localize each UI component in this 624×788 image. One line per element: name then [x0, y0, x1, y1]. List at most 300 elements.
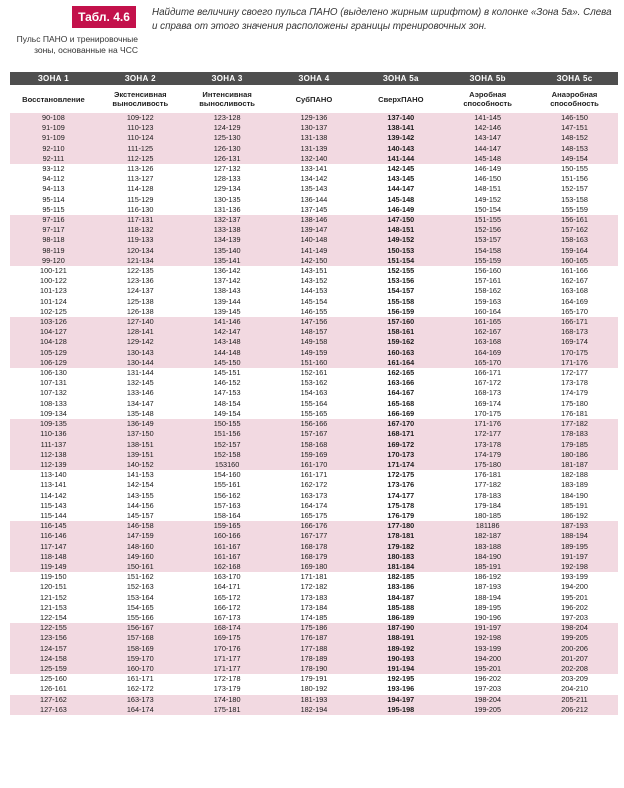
table-cell: 159-169	[271, 450, 358, 460]
table-cell: 142-154	[126, 480, 154, 490]
table-cell: 167-173	[213, 612, 241, 622]
table-cell: 171-174	[357, 460, 444, 470]
table-cell: 141-146	[184, 317, 271, 327]
pulse-zones-table	[10, 72, 618, 715]
table-cell: 173-184	[300, 602, 328, 612]
table-row	[10, 297, 618, 307]
table-cell: 188-191	[357, 633, 444, 643]
table-cell: 115-144	[40, 510, 67, 520]
table-cell: 174-177	[387, 490, 415, 500]
table-cell: 202-208	[531, 664, 618, 674]
table-cell: 160-170	[97, 664, 184, 674]
table-row	[10, 644, 618, 654]
table-cell: 119-133	[97, 235, 184, 245]
table-cell: 140-152	[97, 460, 184, 470]
table-cell: 122-155	[10, 623, 97, 633]
table-cell: 127-162	[10, 695, 97, 705]
table-cell: 134-142	[300, 174, 328, 184]
table-cell: 177-188	[271, 644, 358, 654]
table-cell: 152-158	[184, 450, 271, 460]
table-cell: 171-177	[184, 654, 271, 664]
table-cell: 172-177	[561, 368, 588, 378]
table-cell: 139-151	[97, 450, 184, 460]
table-cell: 179-191	[300, 674, 328, 684]
table-cell: 154-158	[444, 246, 531, 256]
table-cell: 127-140	[97, 317, 184, 327]
table-cell: 124-137	[126, 286, 154, 296]
table-cell: 146-149	[387, 204, 415, 214]
table-cell: 156-167	[97, 623, 184, 633]
table-cell: 153-158	[561, 194, 588, 204]
table-cell: 173-178	[444, 440, 531, 450]
table-cell: 180-183	[357, 552, 444, 562]
table-row	[10, 593, 618, 603]
table-cell: 143-155	[126, 490, 154, 500]
column-header: ЗОНА 5а	[357, 72, 444, 85]
table-cell: 159-163	[474, 296, 502, 306]
table-row	[10, 144, 618, 154]
table-cell: 198-204	[531, 623, 618, 633]
table-cell: 152-155	[387, 266, 415, 276]
table-cell: 172-182	[300, 582, 328, 592]
table-cell: 165-170	[561, 306, 588, 316]
table-cell: 113-126	[127, 164, 154, 174]
table-cell: 181-187	[531, 460, 618, 470]
table-cell: 97-117	[10, 225, 97, 235]
table-cell: 111-137	[10, 440, 97, 450]
table-cell: 147-156	[271, 317, 358, 327]
table-row	[10, 184, 618, 194]
table-cell: 91-109	[10, 133, 97, 143]
zone-description: Интенсивная выносливость	[199, 90, 255, 108]
table-cell: 163-166	[387, 378, 415, 388]
table-cell: 168-178	[271, 542, 358, 552]
table-row	[10, 440, 618, 450]
table-cell: 127-163	[10, 705, 97, 715]
table-cell: 179-184	[474, 500, 502, 510]
table-cell: 156-162	[213, 490, 241, 500]
table-cell: 163-173	[97, 695, 184, 705]
table-cell: 166-171	[474, 368, 502, 378]
table-cell: 176-179	[387, 510, 415, 520]
table-cell: 143-145	[387, 174, 415, 184]
table-row	[10, 511, 618, 521]
table-cell: 180-192	[300, 684, 328, 694]
table-cell: 109-122	[97, 113, 184, 123]
table-cell: 182-185	[387, 572, 415, 582]
table-cell: 128-133	[213, 174, 241, 184]
table-cell: 116-130	[127, 204, 154, 214]
table-cell: 183-188	[444, 542, 531, 552]
table-cell: 136-144	[300, 194, 328, 204]
table-cell: 196-202	[561, 602, 588, 612]
table-row	[10, 684, 618, 694]
table-cell: 129-142	[97, 337, 184, 347]
table-cell: 148-157	[271, 327, 358, 337]
table-cell: 164-171	[213, 582, 241, 592]
table-cell: 155-165	[300, 408, 328, 418]
table-cell: 169-172	[357, 440, 444, 450]
table-row	[10, 491, 618, 501]
column-header: ЗОНА 3	[184, 72, 271, 85]
table-cell: 146-150	[531, 113, 618, 123]
table-cell: 118-132	[97, 225, 184, 235]
table-cell: 148-154	[213, 398, 241, 408]
table-cell: 189-192	[357, 644, 444, 654]
table-row	[10, 378, 618, 388]
table-cell: 121-152	[40, 592, 67, 602]
table-cell: 123-136	[126, 276, 154, 286]
table-row	[10, 542, 618, 552]
table-cell: 122-154	[40, 612, 67, 622]
table-cell: 174-185	[300, 612, 328, 622]
table-cell: 164-169	[444, 348, 531, 358]
table-cell: 187-190	[357, 623, 444, 633]
table-cell: 178-190	[271, 664, 358, 674]
table-cell: 191-197	[531, 552, 618, 562]
table-cell: 116-146	[10, 531, 97, 541]
table-cell: 151-156	[561, 174, 588, 184]
table-cell: 95-114	[42, 194, 65, 204]
table-cell: 173-176	[387, 480, 415, 490]
table-cell: 167-170	[357, 419, 444, 429]
table-cell: 159-164	[531, 246, 618, 256]
table-cell: 104-127	[10, 327, 97, 337]
table-cell: 113-141	[40, 480, 67, 490]
table-cell: 144-153	[300, 286, 328, 296]
table-cell: 107-132	[40, 388, 67, 398]
table-cell: 113-140	[40, 470, 67, 480]
table-cell: 152-157	[561, 184, 588, 194]
table-cell: 177-182	[474, 480, 502, 490]
table-cell: 162-167	[561, 276, 588, 286]
table-row	[10, 327, 618, 337]
table-row	[10, 154, 618, 164]
table-row	[10, 572, 618, 582]
table-cell: 165-168	[387, 398, 415, 408]
table-cell: 123-128	[184, 113, 271, 123]
table-cell: 186-192	[561, 510, 588, 520]
table-cell: 119-150	[40, 572, 67, 582]
table-cell: 162-165	[387, 368, 415, 378]
table-cell: 131-136	[213, 204, 241, 214]
table-row	[10, 235, 618, 245]
table-cell: 115-143	[40, 500, 67, 510]
table-cell: 179-185	[531, 440, 618, 450]
table-cell: 148-153	[531, 144, 618, 154]
table-cell: 205-211	[531, 695, 618, 705]
table-cell: 97-116	[10, 215, 97, 225]
table-cell: 151-154	[357, 256, 444, 266]
zone-description: СверхПАНО	[378, 94, 424, 104]
table-cell: 112-138	[10, 450, 97, 460]
table-cell: 196-202	[474, 674, 502, 684]
table-cell: 141-153	[126, 470, 154, 480]
table-row	[10, 674, 618, 684]
table-cell: 109-134	[40, 408, 67, 418]
table-row	[10, 276, 618, 286]
table-cell: 106-130	[40, 368, 67, 378]
table-row	[10, 480, 618, 490]
table-row	[10, 215, 618, 225]
table-cell: 109-135	[10, 419, 97, 429]
table-cell: 106-129	[10, 358, 97, 368]
table-cell: 141-145	[444, 113, 531, 123]
table-cell: 168-171	[357, 429, 444, 439]
table-cell: 171-176	[531, 358, 618, 368]
table-cell: 94-113	[42, 184, 65, 194]
table-cell: 158-161	[357, 327, 444, 337]
table-cell: 124-158	[10, 654, 97, 664]
table-cell: 192-198	[444, 633, 531, 643]
table-cell: 142-150	[271, 256, 358, 266]
table-header-row	[10, 72, 618, 85]
table-cell: 154-160	[213, 470, 241, 480]
table-cell: 192-198	[531, 562, 618, 572]
table-cell: 157-162	[531, 225, 618, 235]
table-cell: 145-154	[300, 296, 328, 306]
table-cell: 174-179	[444, 450, 531, 460]
table-cell: 164-169	[561, 296, 588, 306]
table-cell: 175-180	[561, 398, 588, 408]
table-cell: 160-166	[184, 531, 271, 541]
table-cell: 190-193	[357, 654, 444, 664]
table-cell: 92-111	[10, 154, 97, 164]
table-cell: 132-140	[271, 154, 358, 164]
table-cell: 170-173	[357, 450, 444, 460]
table-cell: 116-145	[10, 521, 97, 531]
table-row	[10, 286, 618, 296]
table-cell: 150-154	[474, 204, 502, 214]
table-cell: 137-142	[213, 276, 241, 286]
table-cell: 138-151	[97, 440, 184, 450]
table-cell: 115-129	[127, 194, 154, 204]
table-cell: 139-147	[271, 225, 358, 235]
table-cell: 166-169	[387, 408, 415, 418]
table-cell: 153160	[184, 460, 271, 470]
table-cell: 132-145	[126, 378, 154, 388]
table-cell: 99-120	[10, 256, 97, 266]
table-cell: 173-183	[300, 592, 328, 602]
table-cell: 144-147	[444, 144, 531, 154]
table-cell: 130-135	[213, 194, 241, 204]
table-cell: 141-149	[271, 246, 358, 256]
table-cell: 149-160	[97, 552, 184, 562]
table-cell: 180-185	[474, 510, 502, 520]
table-cell: 121-134	[97, 256, 184, 266]
table-row	[10, 409, 618, 419]
table-row	[10, 358, 618, 368]
table-cell: 113-127	[127, 174, 154, 184]
table-row	[10, 429, 618, 439]
table-cell: 114-142	[40, 490, 67, 500]
table-cell: 162-168	[184, 562, 271, 572]
table-cell: 193-199	[444, 644, 531, 654]
table-cell: 153-156	[387, 276, 415, 286]
table-cell: 155-161	[213, 480, 241, 490]
table-cell: 164-167	[387, 388, 415, 398]
table-row	[10, 470, 618, 480]
table-cell: 168-173	[474, 388, 502, 398]
table-cell: 94-112	[42, 174, 65, 184]
table-cell: 185-191	[561, 500, 588, 510]
table-cell: 169-175	[184, 633, 271, 643]
table-row	[10, 603, 618, 613]
table-cell: 157-161	[474, 276, 502, 286]
table-row	[10, 623, 618, 633]
table-cell: 161-164	[357, 358, 444, 368]
table-cell: 110-136	[10, 429, 97, 439]
table-cell: 110-123	[97, 123, 184, 133]
table-cell: 186-189	[387, 612, 415, 622]
table-cell: 132-137	[184, 215, 271, 225]
table-cell: 150-153	[357, 246, 444, 256]
table-cell: 175-178	[387, 500, 415, 510]
table-row	[10, 266, 618, 276]
table-cell: 162-167	[444, 327, 531, 337]
table-cell: 168-174	[184, 623, 271, 633]
table-cell: 93-112	[42, 164, 65, 174]
table-cell: 101-124	[40, 296, 67, 306]
table-cell: 192-195	[387, 674, 415, 684]
table-cell: 206-212	[531, 705, 618, 715]
table-cell: 149-152	[474, 194, 502, 204]
table-cell: 161-167	[184, 542, 271, 552]
table-cell: 124-157	[10, 644, 97, 654]
table-cell: 163-168	[561, 286, 588, 296]
table-cell: 104-128	[10, 337, 97, 347]
table-cell: 151-155	[444, 215, 531, 225]
column-header: ЗОНА 1	[10, 72, 97, 85]
table-cell: 171-181	[300, 572, 328, 582]
table-cell: 201-207	[531, 654, 618, 664]
table-cell: 150-155	[184, 419, 271, 429]
table-cell: 155-166	[126, 612, 154, 622]
table-cell: 112-125	[97, 154, 184, 164]
table-cell: 170-175	[474, 408, 502, 418]
table-row	[10, 419, 618, 429]
table-cell: 138-146	[271, 215, 358, 225]
table-cell: 134-139	[184, 235, 271, 245]
table-cell: 134-147	[126, 398, 154, 408]
table-row	[10, 133, 618, 143]
table-cell: 137-150	[97, 429, 184, 439]
table-cell: 133-141	[300, 164, 328, 174]
table-cell: 193-196	[387, 684, 415, 694]
table-cell: 164-174	[300, 500, 328, 510]
table-row	[10, 460, 618, 470]
table-cell: 173-179	[213, 684, 241, 694]
table-cell: 126-161	[40, 684, 67, 694]
table-row	[10, 633, 618, 643]
table-cell: 137-140	[357, 113, 444, 123]
table-row	[10, 654, 618, 664]
table-cell: 197-203	[561, 612, 588, 622]
table-cell: 185-191	[444, 562, 531, 572]
table-cell: 178-181	[357, 531, 444, 541]
table-cell: 174-180	[184, 695, 271, 705]
table-cell: 131-139	[271, 144, 358, 154]
table-cell: 183-186	[387, 582, 415, 592]
table-cell: 149-154	[213, 408, 241, 418]
zone-description: Восстановление	[22, 94, 85, 104]
table-cell: 178-189	[271, 654, 358, 664]
table-cell: 165-170	[444, 358, 531, 368]
table-cell: 133-138	[184, 225, 271, 235]
table-cell: 175-186	[271, 623, 358, 633]
table-cell: 155-164	[300, 398, 328, 408]
table-cell: 148-152	[531, 133, 618, 143]
table-cell: 135-143	[300, 184, 328, 194]
table-caption	[10, 6, 138, 55]
table-number-badge: Табл. 4.6	[72, 6, 136, 28]
table-cell: 167-172	[474, 378, 502, 388]
table-row	[10, 582, 618, 592]
table-cell: 191-197	[444, 623, 531, 633]
table-cell: 169-174	[531, 337, 618, 347]
table-row	[10, 123, 618, 133]
table-cell: 194-200	[561, 582, 588, 592]
table-cell: 166-172	[213, 602, 241, 612]
table-cell: 137-145	[300, 204, 328, 214]
column-header: ЗОНА 5b	[444, 72, 531, 85]
table-cell: 161-165	[444, 317, 531, 327]
table-cell: 146-155	[300, 306, 328, 316]
table-row	[10, 256, 618, 266]
table-cell: 161-171	[300, 470, 328, 480]
zone-description: Анаэробная способность	[550, 90, 599, 108]
table-cell: 200-206	[531, 644, 618, 654]
table-cell: 146-152	[213, 378, 241, 388]
table-cell: 180-186	[531, 450, 618, 460]
table-cell: 130-144	[97, 358, 184, 368]
table-cell: 160-164	[474, 306, 502, 316]
table-cell: 149-154	[531, 154, 618, 164]
table-cell: 158-163	[531, 235, 618, 245]
table-cell: 159-162	[357, 337, 444, 347]
table-cell: 176-187	[271, 633, 358, 643]
table-row	[10, 531, 618, 541]
table-cell: 171-176	[444, 419, 531, 429]
table-cell: 184-190	[561, 490, 588, 500]
table-cell: 160-163	[357, 348, 444, 358]
table-cell: 125-160	[40, 674, 67, 684]
table-row	[10, 337, 618, 347]
table-row	[10, 195, 618, 205]
table-cell: 184-190	[444, 552, 531, 562]
table-cell: 158-162	[474, 286, 502, 296]
table-cell: 119-149	[10, 562, 97, 572]
table-cell: 203-209	[561, 674, 588, 684]
table-cell: 155-159	[444, 256, 531, 266]
table-row	[10, 307, 618, 317]
table-cell: 148-151	[357, 225, 444, 235]
table-cell: 157-168	[97, 633, 184, 643]
table-cell: 162-172	[300, 480, 328, 490]
table-cell: 129-136	[271, 113, 358, 123]
table-cell: 161-170	[271, 460, 358, 470]
table-cell: 156-160	[474, 266, 502, 276]
table-cell: 168-173	[531, 327, 618, 337]
table-cell: 165-172	[213, 592, 241, 602]
table-cell: 185-188	[387, 602, 415, 612]
table-cell: 188-194	[531, 531, 618, 541]
table-cell: 101-123	[40, 286, 67, 296]
table-cell: 162-172	[126, 684, 154, 694]
table-cell: 149-158	[271, 337, 358, 347]
table-cell: 114-128	[127, 184, 154, 194]
table-cell: 148-160	[97, 542, 184, 552]
